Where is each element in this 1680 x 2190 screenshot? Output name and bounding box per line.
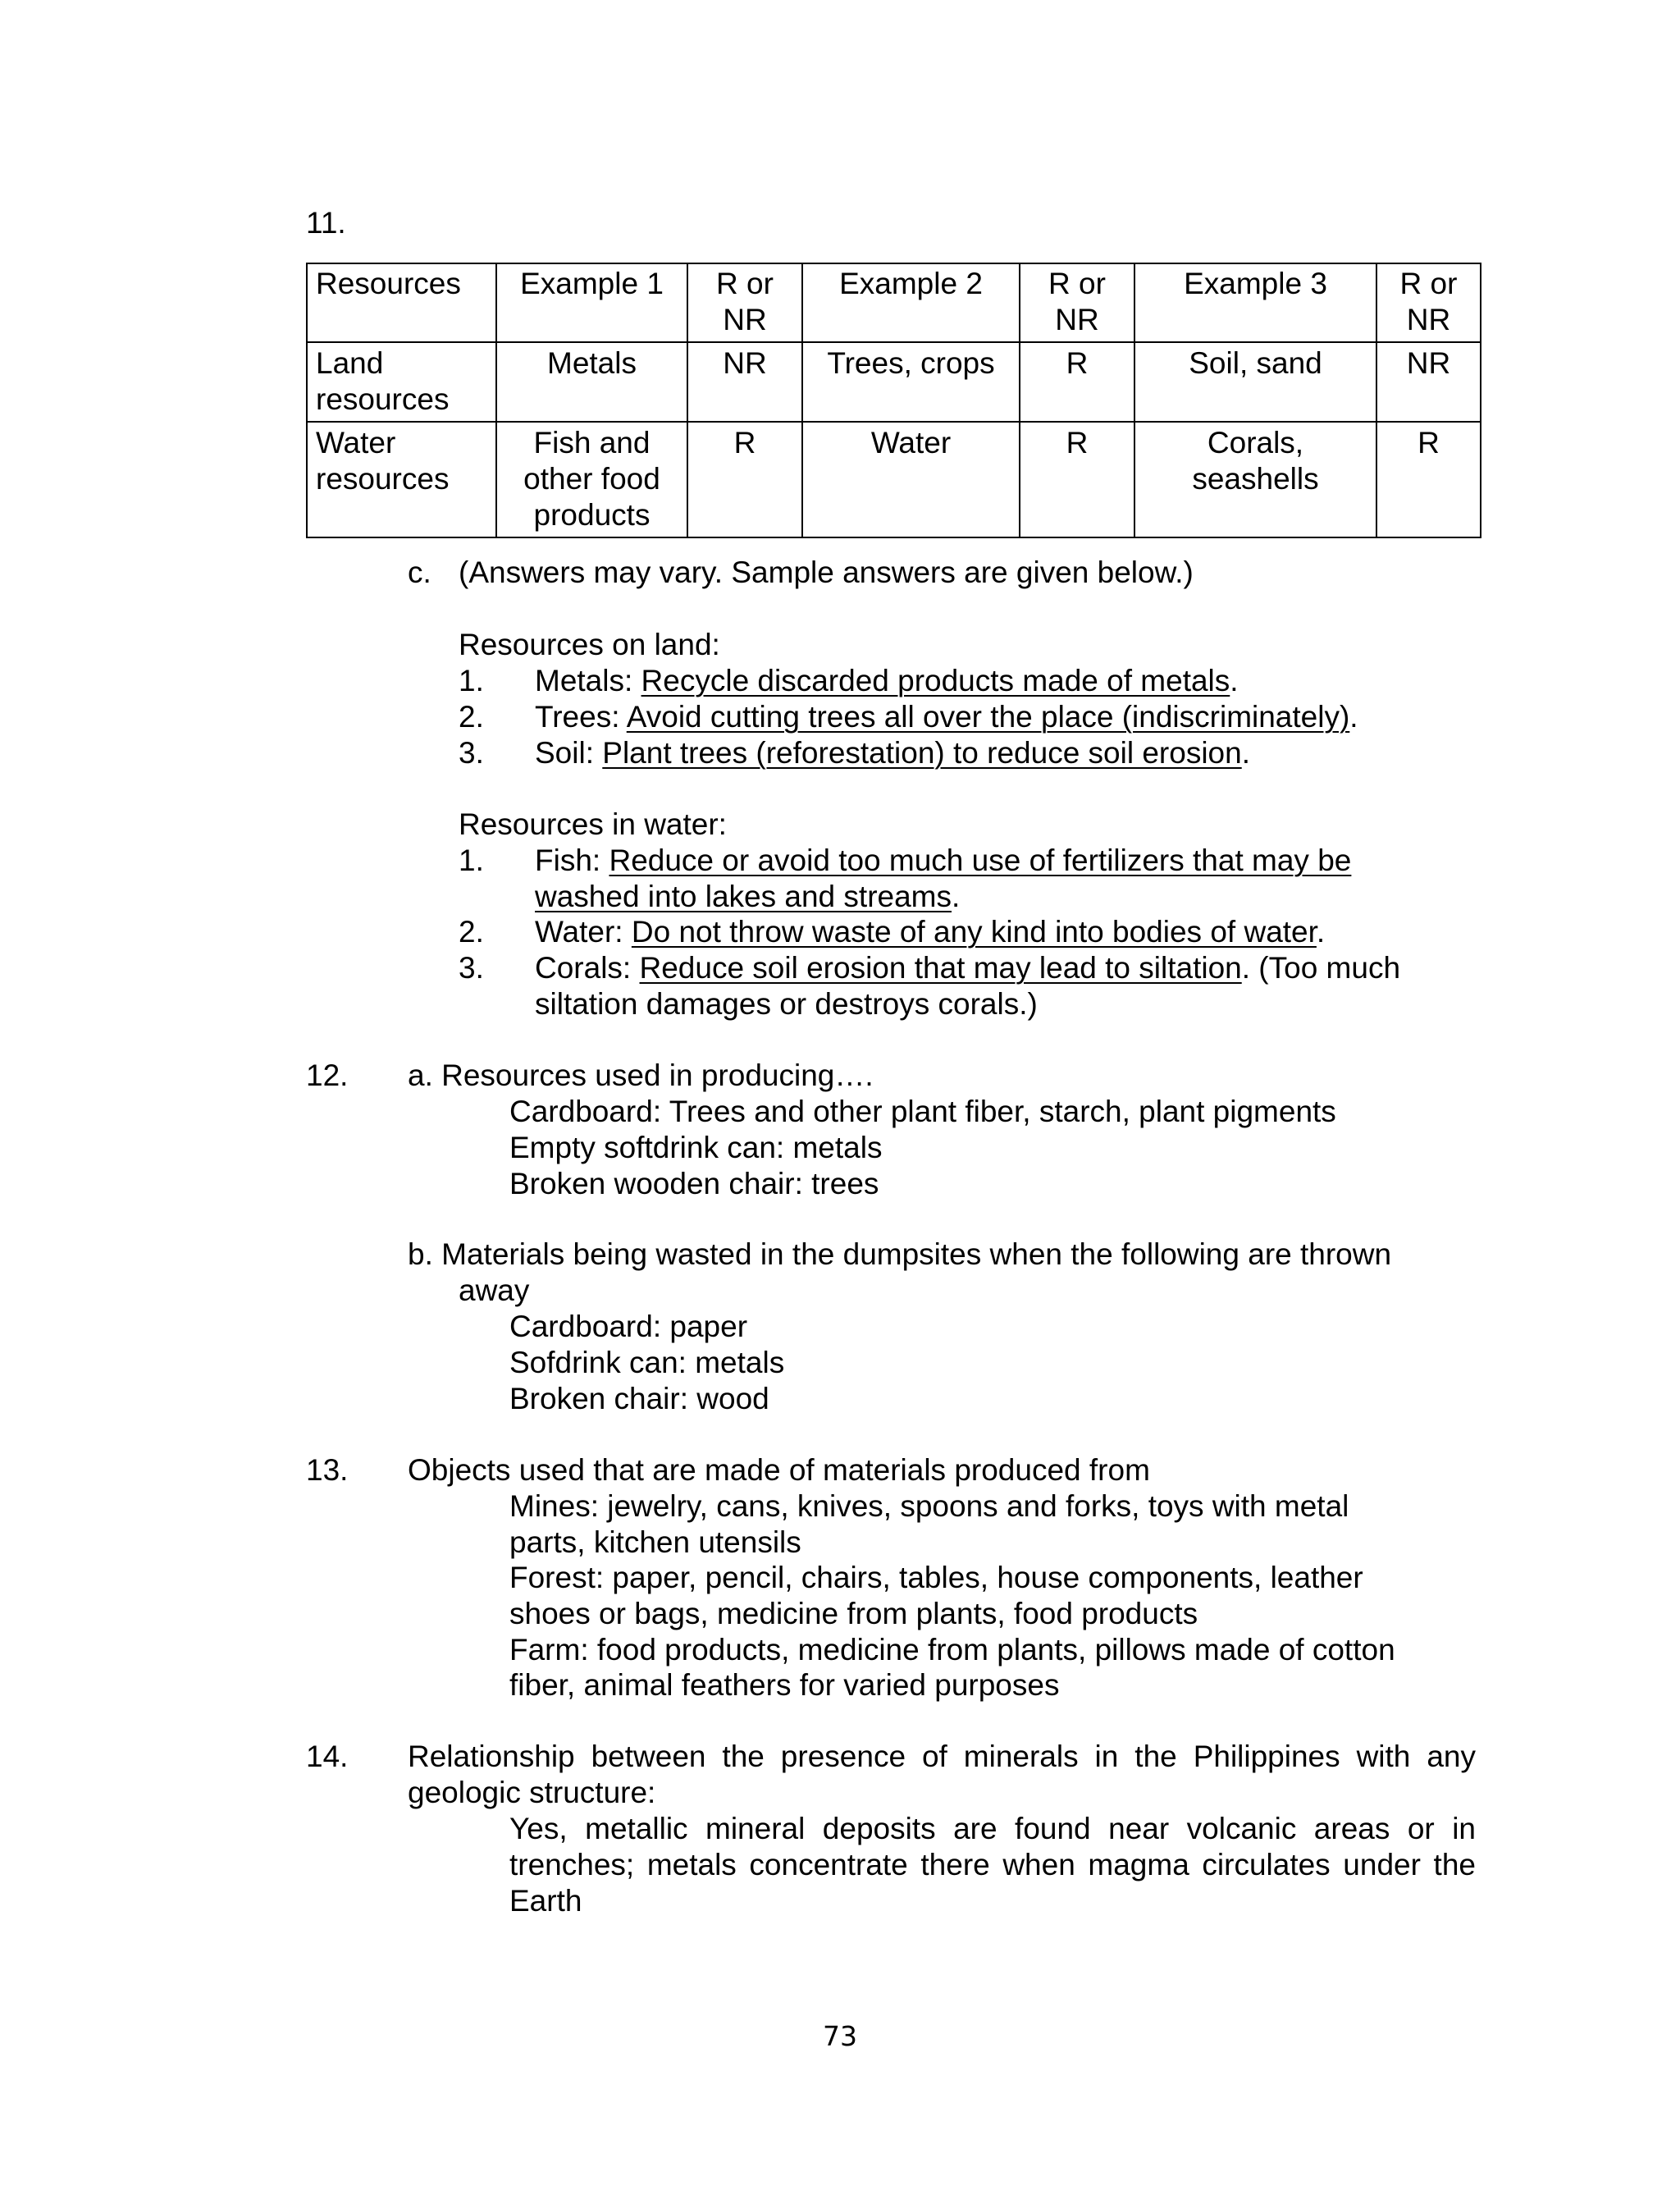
question-number-14: 14. bbox=[306, 1740, 349, 1773]
list-item bbox=[535, 735, 1250, 771]
question-number-11: 11. bbox=[306, 206, 346, 240]
part-c-marker: c. bbox=[408, 556, 431, 589]
table-cell: Fish and other food products bbox=[496, 422, 687, 537]
item-answer: Do not throw waste of any kind into bodies of water bbox=[631, 915, 1317, 949]
text-line: fiber, animal feathers for varied purposes bbox=[509, 1668, 1060, 1702]
list-item: Cardboard: paper bbox=[509, 1310, 748, 1343]
item-tail: . bbox=[1316, 915, 1326, 949]
item-label: Trees: bbox=[535, 700, 627, 734]
text-line: parts, kitchen utensils bbox=[509, 1525, 801, 1559]
list-item bbox=[535, 663, 1239, 699]
table-cell: R bbox=[687, 422, 802, 537]
item-tail: . (Too much bbox=[1241, 951, 1401, 985]
table-cell: Water resources bbox=[307, 422, 496, 537]
item-tail: . bbox=[1230, 664, 1239, 697]
text-line: shoes or bags, medicine from plants, food products bbox=[509, 1597, 1198, 1630]
table-cell: R bbox=[1020, 422, 1134, 537]
list-number: 1. bbox=[459, 664, 484, 697]
item-label: Corals: bbox=[535, 951, 640, 985]
question-number-13: 13. bbox=[306, 1453, 349, 1487]
question-number-12: 12. bbox=[306, 1058, 349, 1092]
text-line: Mines: jewelry, cans, knives, spoons and forks, toys with metal bbox=[509, 1489, 1349, 1523]
page-number: 73 bbox=[823, 2020, 857, 2052]
list-item bbox=[535, 843, 1351, 879]
item-label: Water: bbox=[535, 915, 632, 949]
item-answer: Reduce or avoid too much use of fertilizers that may be bbox=[609, 844, 1352, 877]
table-cell: R bbox=[1020, 342, 1134, 422]
table-cell: Metals bbox=[496, 342, 687, 422]
table-cell: Soil, sand bbox=[1134, 342, 1376, 422]
header-cell: Example 2 bbox=[802, 263, 1020, 342]
item-label: Soil: bbox=[535, 736, 603, 770]
list-item bbox=[535, 950, 1400, 986]
q12-part-a: a. Resources used in producing…. bbox=[408, 1058, 874, 1092]
item-answer: Plant trees (reforestation) to reduce soil erosion bbox=[602, 736, 1242, 770]
table-cell: Water bbox=[802, 422, 1020, 537]
item-label: Metals: bbox=[535, 664, 641, 697]
table-row bbox=[307, 342, 1481, 422]
header-cell: R or NR bbox=[1020, 263, 1134, 342]
list-item-continuation: siltation damages or destroys corals.) bbox=[535, 987, 1038, 1021]
text-line: Forest: paper, pencil, chairs, tables, house components, leather bbox=[509, 1561, 1363, 1594]
q12-part-b-continuation: away bbox=[459, 1273, 530, 1307]
item-tail: . bbox=[1241, 736, 1250, 770]
list-item: Broken chair: wood bbox=[509, 1382, 769, 1415]
table-row bbox=[307, 422, 1481, 537]
item-answer: washed into lakes and streams bbox=[535, 880, 952, 913]
header-cell: Resources bbox=[307, 263, 496, 342]
item-answer: Reduce soil erosion that may lead to siltation bbox=[639, 951, 1242, 985]
table-header-row bbox=[307, 263, 1481, 342]
item-answer: Recycle discarded products made of metals bbox=[641, 664, 1230, 697]
list-item: Broken wooden chair: trees bbox=[509, 1167, 879, 1200]
q13-intro: Objects used that are made of materials produced from bbox=[408, 1453, 1150, 1487]
header-cell: R or NR bbox=[687, 263, 802, 342]
table-cell: R bbox=[1376, 422, 1481, 537]
table-cell: Trees, crops bbox=[802, 342, 1020, 422]
resources-table bbox=[306, 263, 1481, 538]
list-item: Sofdrink can: metals bbox=[509, 1346, 785, 1379]
list-item: Empty softdrink can: metals bbox=[509, 1131, 883, 1164]
q14-answer-line: Yes, metallic mineral deposits are found near volcanic areas or in bbox=[509, 1812, 1476, 1845]
table-cell: NR bbox=[1376, 342, 1481, 422]
table-cell: NR bbox=[687, 342, 802, 422]
header-cell: R or NR bbox=[1376, 263, 1481, 342]
list-item bbox=[535, 914, 1325, 950]
q14-intro-line: geologic structure: bbox=[408, 1776, 656, 1809]
list-number: 1. bbox=[459, 844, 484, 877]
header-cell: Example 1 bbox=[496, 263, 687, 342]
list-number: 2. bbox=[459, 700, 484, 734]
q12-part-b: b. Materials being wasted in the dumpsites when the following are thrown bbox=[408, 1237, 1392, 1271]
text-line: Farm: food products, medicine from plants, pillows made of cotton bbox=[509, 1633, 1395, 1667]
list-number: 2. bbox=[459, 915, 484, 949]
list-number: 3. bbox=[459, 951, 484, 985]
item-answer: Avoid cutting trees all over the place (indiscriminately) bbox=[626, 700, 1350, 734]
item-tail: . bbox=[952, 880, 961, 913]
land-heading: Resources on land: bbox=[459, 628, 720, 661]
header-cell: Example 3 bbox=[1134, 263, 1376, 342]
item-label: Fish: bbox=[535, 844, 609, 877]
part-c-intro: (Answers may vary. Sample answers are given below.) bbox=[459, 556, 1194, 589]
q14-answer-line: trenches; metals concentrate there when magma circulates under the bbox=[509, 1848, 1476, 1881]
item-tail: . bbox=[1349, 700, 1358, 734]
list-item bbox=[535, 699, 1358, 735]
water-heading: Resources in water: bbox=[459, 807, 727, 841]
table-cell: Corals, seashells bbox=[1134, 422, 1376, 537]
q14-answer-line: Earth bbox=[509, 1884, 582, 1918]
table-cell: Land resources bbox=[307, 342, 496, 422]
list-item-continuation bbox=[535, 879, 960, 915]
q14-intro-line: Relationship between the presence of minerals in the Philippines with any bbox=[408, 1740, 1476, 1773]
list-item: Cardboard: Trees and other plant fiber, starch, plant pigments bbox=[509, 1095, 1336, 1128]
list-number: 3. bbox=[459, 736, 484, 770]
